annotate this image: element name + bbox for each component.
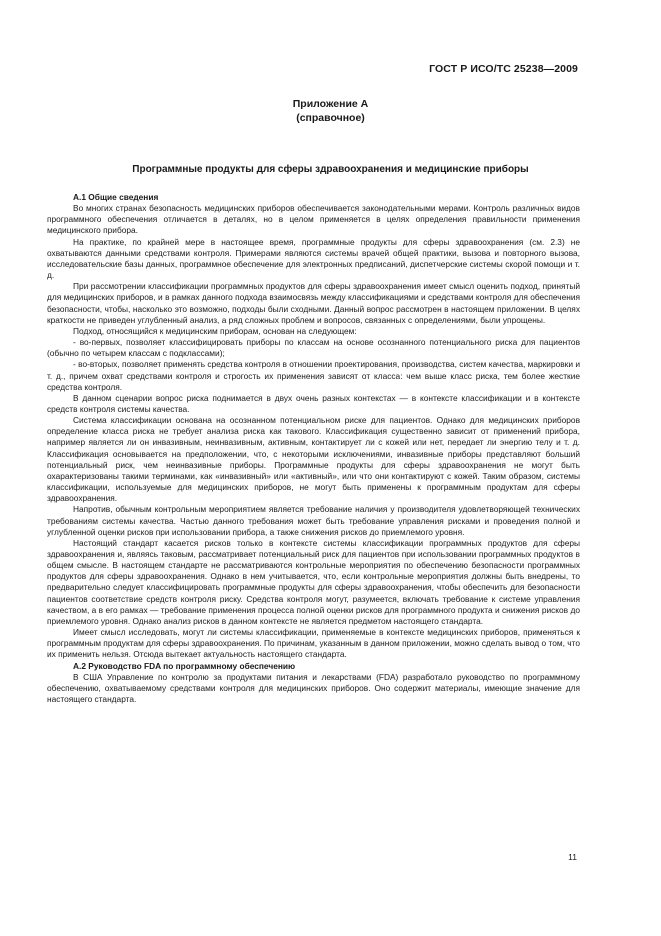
paragraph: Во многих странах безопасность медицинских приборов обеспечивается законодательными мерами. Контроль различных видов программного обеспечения отличается в деталях, но в целом применяется в целях определения правильности применения медицинского прибора. [47, 203, 580, 236]
paragraph: Подход, относящийся к медицинским приборам, основан на следующем: [73, 325, 357, 336]
body-text [47, 192, 580, 705]
page-number: 11 [568, 852, 577, 862]
paragraph: В США Управление по контролю за продуктами питания и лекарствами (FDA) разработало руководство по программному обеспечению, охватываемому средствами контроля для медицинских приборов. Оно содержит материалы, имеющие значение для настоящего стандарта. [47, 671, 580, 705]
section-heading-a2: А.2 Руководство FDA по программному обеспечению [73, 660, 296, 671]
main-title: Программные продукты для сферы здравоохранения и медицинские приборы [132, 164, 529, 175]
appendix-title: Приложение А [292, 98, 369, 110]
paragraph: Система классификации основана на осознанном потенциальном риске для пациентов. Однако для медицинских приборов определение класса риска не требует анализа риска как такового. Классификация существенно зависит от применений прибора, например является ли он инвазивным, неинвазивным, активным, контактирует ли с кожей или нет, передает ли энергию телу и т. д. Классификация основывается на предположении, что, с некоторыми исключениями, инвазивные приборы представляют больший потенциальный риск, чем неинвазивные приборы. Программные продукты для сферы здравоохранения не могут быть охарактеризованы такими терминами, как «инвазивный» или «активный», или что они контактируют с кожей. Таким образом, системы классификации, используемые для медицинских приборов, не могут быть применены к программным продуктам для сферы здравоохранения. [47, 415, 580, 504]
paragraph: На практике, по крайней мере в настоящее время, программные продукты для сферы здравоохранения (см. 2.3) не охватываются данными средствами контроля. Примерами являются системы врачей общей практики, вызова и повторного вызова, исследовательские базы данных, программное обеспечение для электронных предписаний, диспетчерские системы скорой помощи и т. д. [47, 236, 580, 281]
paragraph: Напротив, обычным контрольным мероприятием является требование наличия у производителя удовлетворяющей технических требованиям системы качества. Частью данного требования может быть требование управления рисками и проведения полной и углубленной оценки рисков при использовании прибора, а также снижения рисков до приемлемого уровня. [47, 504, 580, 537]
document-code: ГОСТ Р ИСО/ТС 25238—2009 [429, 63, 578, 75]
paragraph: Имеет смысл исследовать, могут ли системы классификации, применяемые в контексте медицинских приборов, применяться к программным продуктам для сферы здравоохранения. По причинам, указанным в данном приложении, можно сделать вывод о том, что их применить нельзя. Отсюда вытекает актуальность настоящего стандарта. [47, 627, 580, 660]
appendix-heading [0, 97, 661, 125]
paragraph: При рассмотрении классификации программных продуктов для сферы здравоохранения имеет смысл оценить подход, принятый для медицинских приборов, и в рамках данного подхода взаимосвязь между классификациями и средствами контроля для обеспечения безопасности, чтобы, насколько это возможно, подходы были сходными. Данный вопрос рассмотрен в настоящем приложении. В целях краткости не приведен углубленный анализ, а ряд сложных проблем и вопросов, связанных с определениями, были упрощены. [47, 281, 580, 325]
list-item: - во-первых, позволяет классифицировать приборы по классам на основе осознанного потенциального риска для пациентов (обычно по четырем классам с подклассами); [47, 337, 580, 359]
appendix-subtitle: (справочное) [296, 112, 365, 124]
list-item: - во-вторых, позволяет применять средства контроля в отношении проектирования, производства, систем качества, маркировки и т. д., причем охват средствами контроля и строгость их применения зависят от класса: чем выше класс риска, тем более жесткие средства контроля. [47, 359, 580, 392]
paragraph: В данном сценарии вопрос риска поднимается в двух очень разных контекстах — в контексте классификации и в контексте средств контроля системы качества. [47, 392, 580, 414]
paragraph: Настоящий стандарт касается рисков только в контексте системы классификации программных продуктов для сферы здравоохранения и, являясь таковым, рассматривает потенциальный риск для пациентов при использовании программных продуктов в общем смысле. В настоящем стандарте не рассматриваются контрольные мероприятия по обеспечению безопасности программных продуктов для сферы здравоохранения. Однако в нем учитывается, что, если контрольные мероприятия должны быть внедрены, то предварительно следует классифицировать программные продукты для сферы здравоохранения, чтобы обеспечить для безопасности пациентов соответствие средств контроля риску. Средства контроля могут, разумеется, включать требование к системе управления качеством, а в его рамках — требование применения процесса полной оценки рисков для программного продукта и снижения рисков до приемлемого уровня. Однако анализ рисков в данном контексте не является предметом настоящего стандарта. [47, 537, 580, 626]
section-heading-a1: А.1 Общие сведения [73, 192, 159, 202]
